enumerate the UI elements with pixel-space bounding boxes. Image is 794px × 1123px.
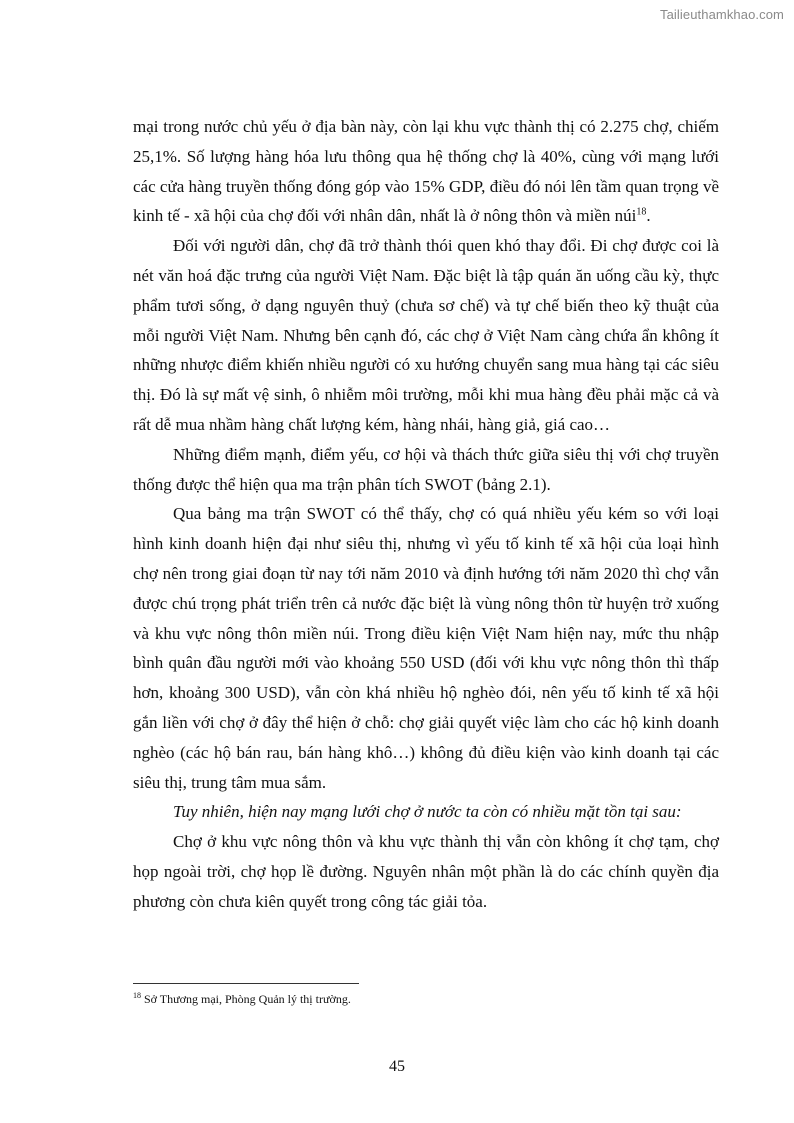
paragraph-italic-heading: Tuy nhiên, hiện nay mạng lưới chợ ở nước ta còn có nhiều mặt tồn tại sau: (173, 802, 682, 822)
paragraph-swot-analysis: Qua bảng ma trận SWOT có thể thấy, chợ có quá nhiều yếu kém so với loại hình kinh doanh hiện đại như siêu thị, nhưng vì yếu tố kinh tế xã hội của loại hình chợ nên trong giai đoạn từ nay tới năm 2010 và định hướng tới năm 2020 thì chợ vẫn được chú trọng phát triển trên cả nước đặc biệt là vùng nông thôn từ huyện trở xuống và khu vực nông thôn miền núi. Trong điều kiện Việt Nam hiện nay, mức thu nhập bình quân đầu người mới vào khoảng 550 USD (đối với khu vực nông thôn thì thấp hơn, khoảng 300 USD), vẫn còn khá nhiều hộ nghèo đói, nên yếu tố kinh tế xã hội gắn liền với chợ ở đây thể hiện ở chỗ: chợ giải quyết việc làm cho các hộ kinh doanh nghèo (các hộ bán rau, bán hàng khô…) không đủ điều kiện vào kinh doanh tại các siêu thị, trung tâm mua sắm. (133, 504, 719, 792)
footnote (133, 991, 351, 1007)
page-body (133, 112, 719, 917)
paragraph-tail: . (646, 206, 651, 226)
paragraph-people-habits: Đối với người dân, chợ đã trở thành thói quen khó thay đổi. Đi chợ được coi là nét văn hoá đặc trưng của người Việt Nam. Đặc biệt là tập quán ăn uống cầu kỳ, thực phẩm tươi sống, ở dạng nguyên thuỷ (chưa sơ chế) và tự chế biến theo kỹ thuật của mỗi người Việt Nam. Nhưng bên cạnh đó, các chợ ở Việt Nam càng chứa ẩn không ít những nhược điểm khiến nhiều người có xu hướng chuyển sang mua hàng tại các siêu thị. Đó là sự mất vệ sinh, ô nhiễm môi trường, mỗi khi mua hàng đều phải mặc cả và rất dễ mua nhầm hàng chất lượng kém, hàng nhái, hàng giả, giá cao… (133, 236, 719, 434)
paragraph-market-statistics (133, 112, 719, 231)
paragraph-swot-intro: Những điểm mạnh, điểm yếu, cơ hội và thách thức giữa siêu thị với chợ truyền thống được thể hiện qua ma trận phân tích SWOT (bảng 2.1). (133, 444, 719, 494)
page-number: 45 (389, 1058, 405, 1075)
footnote-number: 18 (133, 991, 141, 1000)
paragraph-text: mại trong nước chủ yếu ở địa bàn này, còn lại khu vực thành thị có 2.275 chợ, chiếm 25,1%. Số lượng hàng hóa lưu thông qua hệ thống chợ là 40%, cùng với mạng lưới các cửa hàng truyền thống đóng góp vào 15% GDP, điều đó nói lên tầm quan trọng về kinh tế - xã hội của chợ đối với nhân dân, nhất là ở nông thôn và miền núi (133, 117, 719, 226)
paragraph-temporary-markets: Chợ ở khu vực nông thôn và khu vực thành thị vẫn còn không ít chợ tạm, chợ họp ngoài trời, chợ họp lề đường. Nguyên nhân một phần là do các chính quyền địa phương còn chưa kiên quyết trong công tác giải tỏa. (133, 832, 719, 911)
footnote-text: Sở Thương mại, Phòng Quản lý thị trường. (141, 992, 351, 1006)
footnote-reference[interactable]: 18 (636, 206, 647, 218)
watermark-text: Tailieuthamkhao.com (659, 7, 784, 22)
footnote-divider (133, 983, 359, 984)
